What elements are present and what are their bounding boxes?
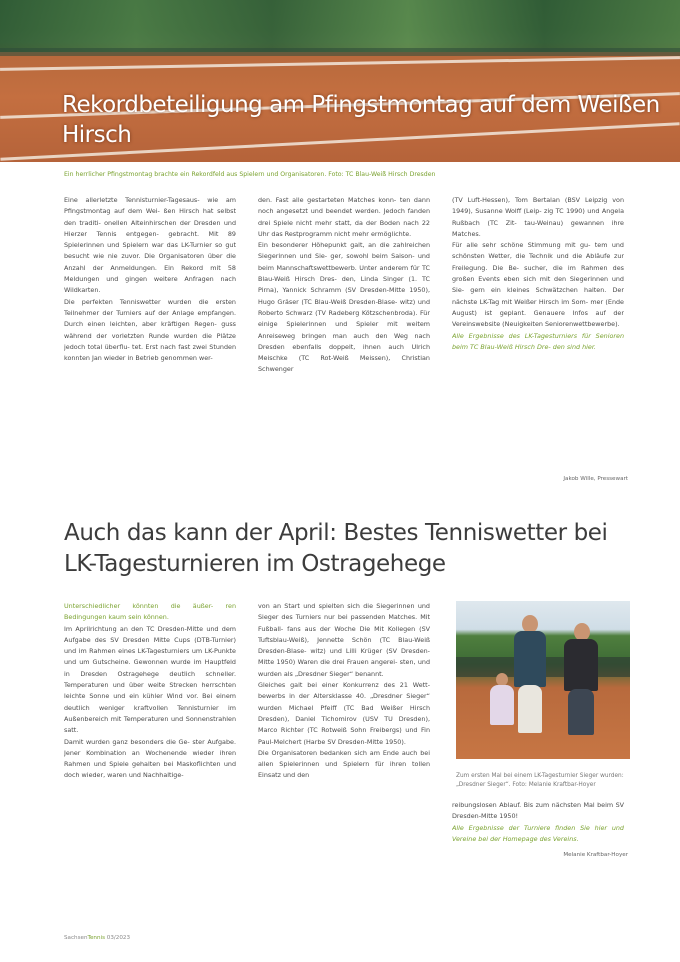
- hero-fence: [0, 48, 680, 56]
- paragraph: Die Organisatoren bedanken sich am Ende auch bei allen Spielerinnen und Spielern für ihren tollen Einsatz und den: [258, 748, 430, 780]
- photo-caption: Zum ersten Mal bei einem LK-Tagesturnier Sieger wurden: „Dresdner Sieger“. Foto: Melanie Kraftbar-Hoyer: [456, 773, 624, 788]
- hero-trees: [0, 0, 680, 52]
- paragraph: Ein besonderer Höhepunkt galt, an die zahlreichen Siegerinnen und Sie- ger, sowohl beim Saison- und beim Mannschaftswettbewerb. Unter anderem für TC Blau-Weiß Hirsch Dres- den, Linda Singer (1. TC Pirna), Yannick Schramm (SV Dresden-Mitte 1950), Hugo Gräser (TC Blau-Weiß Dresden-Blase- witz) und Roberto Schwarz (TV Radeberg Kötzschenbroda). Für einige Spielerinnen und Spieler mit weitem Anreiseweg bringen man auch den Weg nach Dresden ebenfalls doppelt, ihnen auch Ulrich Meischke (TC Rot-Weiß Meissen), Christian Schwenger: [258, 241, 430, 374]
- person: [514, 631, 546, 687]
- person: [568, 689, 594, 735]
- page-footer: [64, 935, 130, 941]
- article-title: Auch das kann der April: Bestes Tenniswetter bei LK-Tagesturnieren im Ostragehege: [64, 520, 608, 577]
- article2-column-1: [64, 601, 236, 921]
- hero-image: [0, 0, 680, 162]
- paragraph: Für alle sehr schöne Stimmung mit gu- tem und schönsten Wetter, die Technik und die Abläufe zur Freilegung. Die Be- sucher, die im Rahmen des großen Events eben sich mit den Siegerinnen und Sie- gern ein kleines Schwätzchen halten. Der nächste LK-Tag mit Weißer Hirsch im Som- mer (Ende August) ist geplant. Genauere Infos auf der Vereinswebsite (Neuigkeiten Seniorenwettbewerbe).: [452, 241, 624, 329]
- footer-publication: Sachsen: [64, 935, 88, 941]
- results-link[interactable]: Alle Ergebnisse der Turniere finden Sie hier und Vereine bei der Homepage des Vereins.: [452, 823, 624, 843]
- footer-issue: 03/2023: [104, 935, 131, 941]
- paragraph: Im Aprilrichtung an den TC Dresden-Mitte und dem Aufgabe des SV Dresden Mitte Cups (DTB-Turnier) und im Rahmen eines LK-Tagesturniers um LK-Punkte und um Gutscheine. Gewonnen wurde im Hauptfeld in Dresden Ostragehege deutlich schneller. Temperaturen und über weite Strecken herrschten leichte Sonne und ein kühler Wind vor. Bei einem deutlich weniger kraftvollen Tennisturnier im Außenbereich mit Temperaturen und Sonnenstrahlen satt.: [64, 624, 236, 735]
- hero-caption: Ein herrlicher Pfingstmontag brachte ein Rekordfeld aus Spielern und Organisatoren. Foto: TC Blau-Weiß Hirsch Dresden: [64, 171, 436, 178]
- article2-column-2: [258, 601, 430, 921]
- person: [564, 639, 598, 691]
- paragraph: den. Fast alle gestarteten Matches konn- ten dann noch angesetzt und beendet werden. Jedoch fanden drei Spiele nicht mehr statt, da der Boden nach 22 Uhr das Restprogramm nicht mehr ermöglichte.: [258, 196, 430, 238]
- results-link[interactable]: Alle Ergebnisse des LK-Tagesturniers für Senioren beim TC Blau-Weiß Hirsch Dre- den sind hier.: [452, 331, 624, 351]
- paragraph: (TV Luft-Hessen), Tom Bertalan (BSV Leipzig von 1949), Susanne Wolff (Leip- zig TC 1990) und Angela Rußbach (TC Zit- tau-Weinau) gewannen ihre Matches.: [452, 196, 624, 238]
- article-title: Rekordbeteiligung am Pfingstmontag auf dem Weißen Hirsch: [62, 92, 660, 148]
- winners-photo: [456, 601, 630, 759]
- article1-column-1: [64, 195, 236, 491]
- person: [518, 685, 542, 733]
- article1-column-2: [258, 195, 430, 491]
- person: [490, 685, 514, 725]
- lead-text: Unterschiedlicher könnten die äußer- ren Bedingungen kaum sein können.: [64, 602, 236, 622]
- author-credit: Melanie Kraftbar-Hoyer: [563, 852, 628, 858]
- paragraph: Eine allerletzte Tennisturnier-Tagesaus- wie am Pfingstmontag auf dem Wei- ßen Hirsch hat selbst den traditi- onellen Alteinhirschen der Dresden und Hierzer Tennis entgegen- gebracht. Mit 89 Spielerinnen und Spielern war das LK-Turnier so gut besucht wie nie zuvor. Die Organisatoren über die Anzahl der Anmeldungen. Ein Rekord mit 58 Meldungen und gingen weitere Anfragen nach Wildkarten.: [64, 196, 236, 295]
- paragraph: Die perfekten Tenniswetter wurden die ersten Teilnehmer der Turniers auf der Anlage empfangen. Durch einen leichten, aber kräftigen Regen- guss während der vorletzten Runde wurden die Plätze jedoch total überflu- tet. Erst nach fast zwei Stunden konnten Jan wieder in Betrieb genommen wer-: [64, 297, 236, 363]
- paragraph: von an Start und spielten sich die Siegerinnen und Sieger des Turniers nur bei passenden Matches. Mit Fußball- fans aus der Woche Die Mit Kollegen (SV Tuftsblau-Weiß), Jennette Schön (TC Blau-Weiß Dresden-Blase- witz) und Lilli Krüger (SV Dresden-Mitte 1950) Waren die drei Frauen angerei- sten, und wurden als „Dresdner Sieger“ benannt.: [258, 602, 430, 678]
- article2-column-3: [452, 800, 624, 850]
- article1-column-3: [452, 195, 624, 457]
- paragraph: reibungslosen Ablauf. Bis zum nächsten Mal beim SV Dresden-Mitte 1950!: [452, 801, 624, 821]
- paragraph: Damit wurden ganz besonders die Ge- ster Aufgabe. Jener Kombination an Wochenende wieder ihren Rahmen und Spiele gehalten bei Maskoflichten und doch wieder, waren und Nachhaltige-: [64, 737, 236, 780]
- paragraph: Gleiches galt bei einer Konkurrenz des 21 Wett- bewerbs in der Altersklasse 40. „Dresdner Sieger“ wurden Michael Pfeiff (TC Bad Weißer Hirsch Dresden), Daniel Tichomirov (USV TU Dresden), Marco Richter (TC Rotweiß Sohn Freibergs) und Fin Paul-Melchert (Harbe SV Dresden-Mitte 1950).: [258, 681, 430, 746]
- author-credit: Jakob Wille, Pressewart: [563, 476, 628, 482]
- footer-publication-accent: Tennis: [87, 935, 105, 941]
- court-line: [0, 56, 680, 71]
